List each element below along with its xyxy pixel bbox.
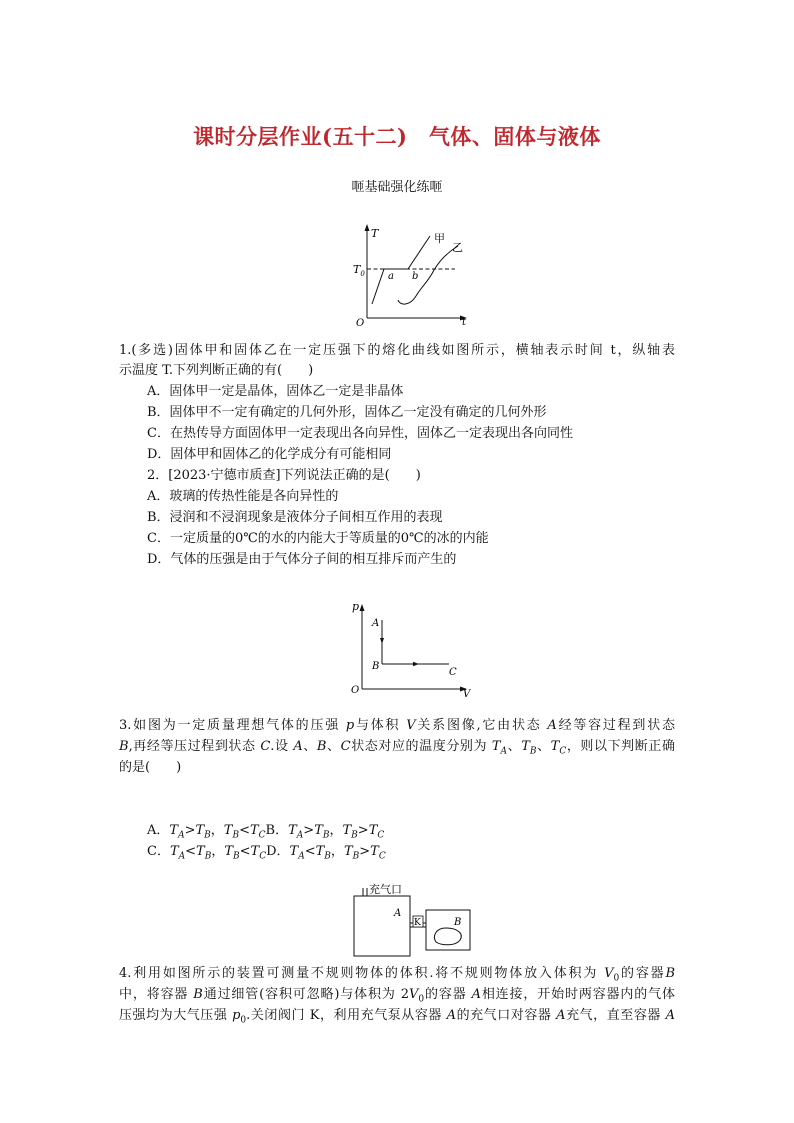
q2-option-c: C．一定质量的0℃的水的内能大于等质量的0℃的冰的内能 xyxy=(147,531,489,546)
q4-stem-line2: 中，将容器 B通过细管(容积可忽略)与体积为 $2V_0$的容器 A相连接，开始时两容器内的气体 xyxy=(119,987,675,1005)
container-a-label: A xyxy=(394,908,402,919)
axis-t-lower-label: t xyxy=(462,317,467,326)
q3-stem-line1: 3.如图为一定质量理想气体的压强 p与体积 V关系图像,它由状态 A经等容过程到状态 xyxy=(119,718,675,733)
q1-stem-line1: 1.(多选)固体甲和固体乙在一定压强下的熔化曲线如图所示，横轴表示时间 t，纵轴表 xyxy=(119,343,675,358)
pv-diagram-figure xyxy=(345,598,475,698)
q2-option-b: B．浸润和不浸润现象是液体分子间相互作用的表现 xyxy=(147,510,443,525)
state-a-label: A xyxy=(372,618,380,629)
q1-option-d: D．固体甲和固体乙的化学成分有可能相同 xyxy=(147,447,392,462)
q3-options-cd: C．$T_A<T_B$，$T_B<T_CD$．$T_A<T_B$，$T_B>T_C$ xyxy=(147,844,386,862)
origin-label: O xyxy=(351,685,360,696)
origin-label: O xyxy=(356,318,365,326)
point-b-label: b xyxy=(412,271,419,282)
axis-v-label: V xyxy=(463,689,471,698)
q1-option-c: C．在热传导方面固体甲一定表现出各向异性，固体乙一定表现出各向同性 xyxy=(147,426,573,441)
q3-stem-line2: B,再经等压过程到状态 C.设 A、B、C状态对应的温度分别为 $T_A$、$T_B$、$T_C$，则以下判断正确 xyxy=(119,739,675,757)
q4-stem-line1: 4.利用如图所示的装置可测量不规则物体的体积.将不规则物体放入体积为 $V_0$的容器B xyxy=(119,966,675,984)
valve-k-label: K xyxy=(414,918,421,928)
q2-stem: 2．[2023·宁德市质查]下列说法正确的是( ) xyxy=(147,468,421,483)
q2-option-d: D．气体的压强是由于气体分子间的相互排斥而产生的 xyxy=(147,552,457,567)
q3-options-ab: A．$T_A>T_B$，$T_B<T_CB$．$T_A>T_B$，$T_B>T_C$ xyxy=(147,823,385,841)
t0-label: $T_0$ xyxy=(353,263,365,278)
axis-t-upper-label: T xyxy=(371,227,379,240)
axis-p-label: p xyxy=(352,600,360,613)
state-c-label: C xyxy=(449,667,457,678)
q4-stem-line3: 压强均为大气压强 $p_0$.关闭阀门 K，利用充气泵从容器 A的充气口对容器 A充气，直至容器 A xyxy=(119,1008,675,1026)
inlet-label: 充气口 xyxy=(369,883,402,896)
q1-option-a: A．固体甲一定是晶体，固体乙一定是非晶体 xyxy=(147,384,404,399)
q3-stem-line3: 的是( ) xyxy=(119,760,182,775)
q2-option-a: A．玻璃的传热性能是各向异性的 xyxy=(147,489,339,504)
page-title: 课时分层作业(五十二) 气体、固体与液体 xyxy=(193,124,601,149)
yi-label: 乙 xyxy=(452,241,463,254)
q1-option-b: B．固体甲不一定有确定的几何外形，固体乙一定没有确定的几何外形 xyxy=(147,405,547,420)
container-b-label: B xyxy=(454,917,462,928)
section-heading: 咂基础强化练咂 xyxy=(351,180,443,195)
q1-stem-line2: 示温度 T.下列判断正确的有( ) xyxy=(119,363,314,378)
state-b-label: B xyxy=(372,661,380,672)
point-a-label: a xyxy=(388,271,394,282)
jia-label: 甲 xyxy=(434,232,445,245)
melting-curve-figure xyxy=(350,222,470,326)
container-apparatus-figure xyxy=(350,878,475,960)
